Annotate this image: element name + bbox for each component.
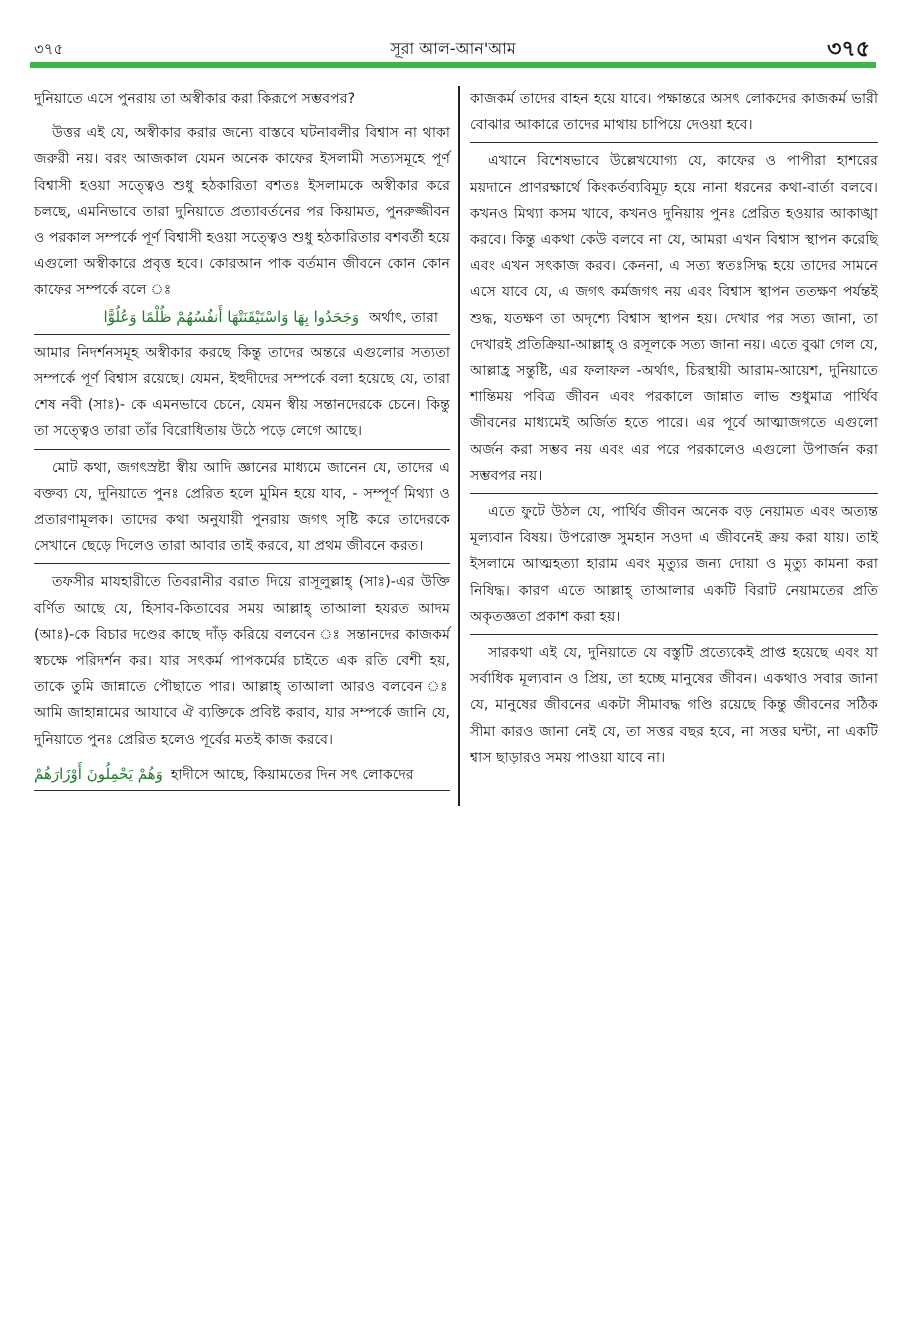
separator: [470, 142, 878, 143]
right-column: [470, 86, 878, 771]
right-paragraph-3: এতে ফুটে উঠল যে, পার্থিব জীবন অনেক বড় নেয়ামত এবং অত্যন্ত মূল্যবান বিষয়। উপরোক্ত সুমহান সওদা এ জীবনেই ক্রয় করা যায়। তাই ইসলামে আত্মহত্যা হারাম এবং মৃত্যুর জন্য দোয়া ও মৃত্যু কামনা করা নিষিদ্ধ। কারণ এতে আল্লাহ্ তাআলার একটি বিরাট নেয়ামতের প্রতি অকৃতজ্ঞতা প্রকাশ করা হয়।: [470, 504, 878, 625]
left-paragraph-1: দুনিয়াতে এসে পুনরায় তা অস্বীকার করা কিরূপে সম্ভবপর?: [34, 91, 356, 107]
left-column: [34, 86, 450, 791]
right-paragraph-4: সারকথা এই যে, দুনিয়াতে যে বস্তুটি প্রত্যেকেই প্রাপ্ত হয়েছে এবং যা সর্বাধিক মূল্যবান ও প্রিয়, তা হচ্ছে মানুষের জীবন। একথাও সবার জানা যে, মানুষের জীবনের একটা সীমাবদ্ধ গণ্ডি রয়েছে কিন্তু জীবনের সঠিক সীমা কারও জানা নেই যে, তা সত্তর বছর হবে, না সত্তর ঘন্টা, না একটি শ্বাস ছাড়ারও সময় পাওয়া যাবে না।: [470, 645, 878, 766]
left-paragraph-4: মোট কথা, জগৎস্রষ্টা স্বীয় আদি জ্ঞানের মাধ্যমে জানেন যে, তাদের এ বক্তব্য যে, দুনিয়াতে পুনঃ প্রেরিত হলে মুমিন হয়ে যাব, - সম্পূর্ণ মিথ্যা ও প্রতারণামূলক। তাদের কথা অনুযায়ী পুনরায় জগৎ সৃষ্টি করে তাদেরকে সেখানে ছেড়ে দিলেও তারা আবার তাই করবে, যা প্রথম জীবনে করত।: [34, 459, 450, 555]
separator: [470, 493, 878, 494]
separator: [470, 634, 878, 635]
page-number-left: ৩৭৫: [34, 40, 64, 58]
verse-translation-start: অর্থাৎ, তারা: [369, 309, 438, 326]
arabic-verse-2: وَهُمْ يَحْمِلُونَ أَوْزَارَهُمْ: [34, 764, 163, 783]
left-paragraph-2: উত্তর এই যে, অস্বীকার করার জন্যে বাস্তবে ঘটনাবলীর বিশ্বাস না থাকা জরুরী নয়। বরং আজকাল যেমন অনেক কাফের ইসলামী সত্যসমূহে পূর্ণ বিশ্বাসী হওয়া সত্ত্বেও শুধু হঠকারিতা বশতঃ ইসলামকে অস্বীকার করে চলছে, এমনিভাবে তারা দুনিয়াতে প্রত্যাবর্তনের পর কিয়ামত, পুনরুজ্জীবন ও পরকাল সম্পর্কে পূর্ণ বিশ্বাসী হওয়া সত্ত্বেও শুধু হঠকারিতার বশবর্তী হয়ে এগুলো অস্বীকারে প্রবৃত্ত হবে। কোরআন পাক বর্তমান জীবনে কোন কোন কাফের সম্পর্কে বলে ঃ: [34, 125, 450, 299]
hadith-line: [34, 761, 450, 791]
right-paragraph-1: কাজকর্ম তাদের বাহন হয়ে যাবে। পক্ষান্তরে অসৎ লোকদের কাজকর্ম ভারী বোঝার আকারে তাদের মাথায় চাপিয়ে দেওয়া হবে।: [470, 91, 878, 134]
column-divider: [458, 86, 460, 806]
running-title: সূরা আল-আন'আম: [390, 39, 516, 58]
verse-line: [34, 304, 450, 331]
left-paragraph-6-start: হাদীসে আছে, কিয়ামতের দিন সৎ লোকদের: [170, 766, 414, 783]
page-number-right: ৩৭৫: [827, 37, 870, 62]
separator: [34, 563, 450, 564]
right-paragraph-2: এখানে বিশেষভাবে উল্লেখযোগ্য যে, কাফের ও পাপীরা হাশরের ময়দানে প্রাণরক্ষার্থে কিংকর্তব্যবিমূঢ় হয়ে নানা ধরনের কথা-বার্তা বলবে। কখনও মিথ্যা কসম খাবে, কখনও দুনিয়ায় পুনঃ প্রেরিত হওয়ার আকাঙ্খা করবে। কিন্তু একথা কেউ বলবে না যে, আমরা এখন বিশ্বাস স্থাপন করেছি এবং এখন সৎকাজ করব। কেননা, এ সত্য স্বতঃসিদ্ধ হয়ে তাদের সামনে এসে যাবে যে, এ জগৎ কর্মজগৎ নয় এবং বিশ্বাস স্থাপন ততক্ষণ পর্যন্তই শুদ্ধ, যতক্ষণ তা অদৃশ্যে বিশ্বাস স্থাপন হয়। দেখার পর সত্য জানা, তা দেখারই প্রতিক্রিয়া-আল্লাহ্ ও রসূলকে সত্য জানা নয়। এতে বুঝা গেল যে, আল্লাহ্র সন্তুষ্টি, এর ফলাফল -অর্থাৎ, চিরস্থায়ী আরাম-আয়েশ, দুনিয়াতে শান্তিময় পবিত্র জীবন এবং পরকালে জান্নাত লাভ শুধুমাত্র পার্থিব জীবনের মাধ্যমেই অর্জিত হতে পারে। এর পূর্বে আত্মাজগতে এগুলো অর্জন করা সম্ভব নয় এবং এর পরে পরকালেও এগুলো উপার্জন করা সম্ভবপর নয়।: [470, 153, 878, 484]
separator: [34, 449, 450, 450]
separator: [34, 334, 450, 335]
header-rule: [30, 62, 876, 68]
left-paragraph-3: আমার নিদর্শনসমূহ অস্বীকার করছে কিন্তু তাদের অন্তরে এগুলোর সত্যতা সম্পর্কে পূর্ণ বিশ্বাস রয়েছে। যেমন, ইহুদীদের সম্পর্কে বলা হয়েছে যে, তারা শেষ নবী (সাঃ)- কে এমনভাবে চেনে, যেমন স্বীয় সন্তানদেরকে চেনে। কিন্তু তা সত্ত্বেও তারা তাঁর বিরোধিতায় উঠে পড়ে লেগে আছে।: [34, 344, 450, 440]
left-paragraph-5: তফসীর মাযহারীতে তিবরানীর বরাত দিয়ে রাসূলুল্লাহ্ (সাঃ)-এর উক্তি বর্ণিত আছে যে, হিসাব-কিতাবের সময় আল্লাহ্ তাআলা হযরত আদম (আঃ)-কে বিচার দণ্ডের কাছে দাঁড় করিয়ে বলবেন ঃ সন্তানদের কাজকর্ম স্বচক্ষে পরিদর্শন কর। যার সৎকর্ম পাপকর্মের চাইতে এক রতি বেশী হয়, তাকে তুমি জান্নাতে পৌছাতে পার। আল্লাহ্ তাআলা আরও বলবেন ঃ আমি জাহান্নামের আযাবে ঐ ব্যক্তিকে প্রবিষ্ট করাব, যার সম্পর্কে জানি যে, দুনিয়াতে পুনঃ প্রেরিত হলেও পূর্বের মতই কাজ করবে।: [34, 574, 450, 748]
arabic-verse: وَجَحَدُوا بِهَا وَاسْتَيْقَنَتْهَا أَنفُسُهُمْ ظُلْمًا وَعُلُوًّا: [103, 307, 360, 326]
